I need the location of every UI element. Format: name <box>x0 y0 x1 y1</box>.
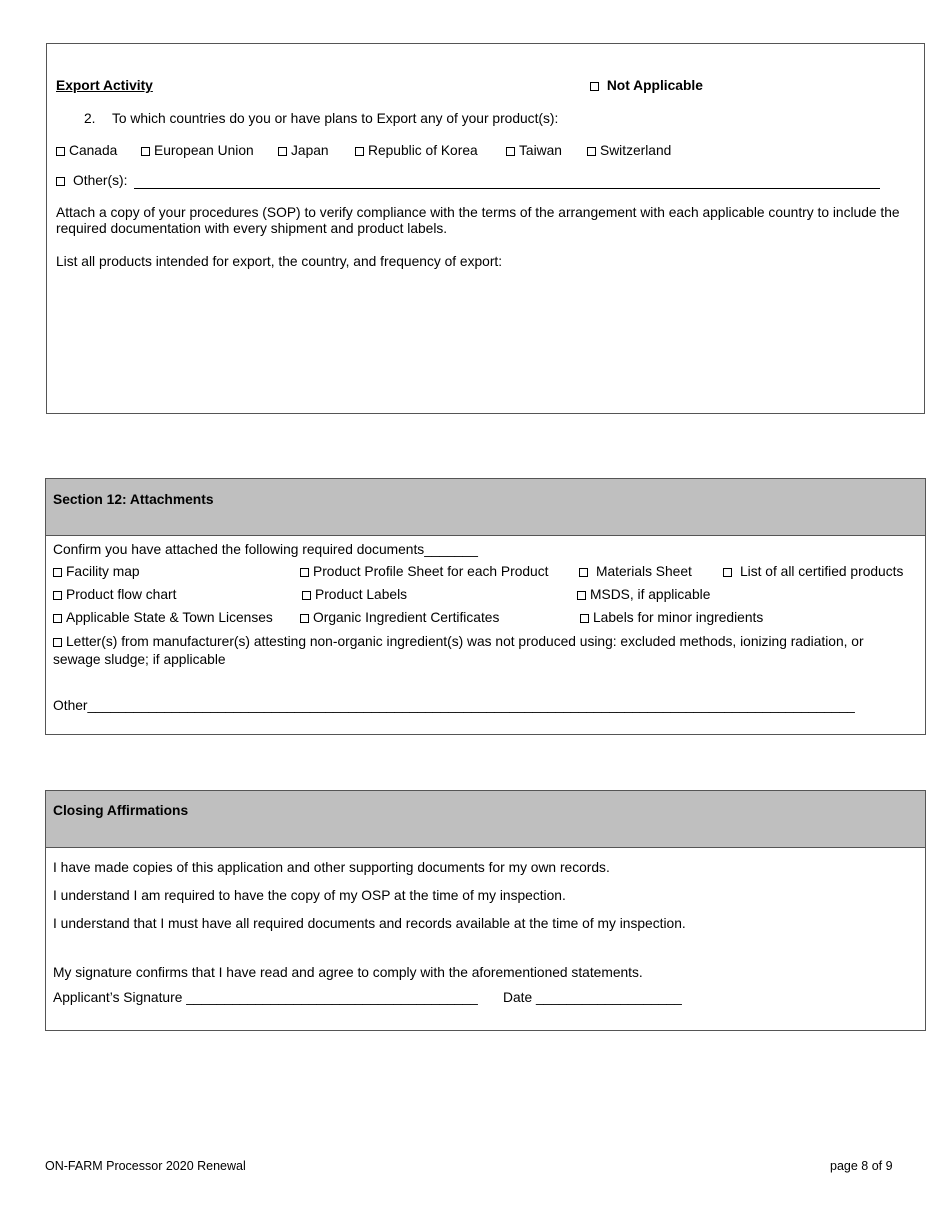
affirmation-line: I understand I am required to have the copy of my OSP at the time of my inspection. <box>53 888 566 903</box>
attachment-label: Product Labels <box>315 587 408 602</box>
attachment-item[interactable] <box>53 610 273 625</box>
letter-label: Letter(s) from manufacturer(s) attesting non-organic ingredient(s) was not produced using: excluded methods, ionizing radiation, or sewage sludge; if applicable <box>53 634 864 667</box>
attachment-label: List of all certified products <box>740 564 904 579</box>
country-option-korea[interactable] <box>355 143 478 158</box>
list-products-text: List all products intended for export, the country, and frequency of export: <box>56 254 503 269</box>
attachment-item[interactable] <box>723 564 903 579</box>
not-applicable-option[interactable] <box>590 78 703 93</box>
attachment-label: Applicable State & Town Licenses <box>66 610 273 625</box>
other-countries-line[interactable] <box>134 188 880 189</box>
attachment-label: Product flow chart <box>66 587 177 602</box>
japan-checkbox[interactable] <box>278 147 287 156</box>
footer-form-name: ON-FARM Processor 2020 Renewal <box>45 1159 246 1173</box>
other-attachment-line[interactable]: Other____________________________________________________________________________________________________ <box>53 698 855 713</box>
attachment-checkbox[interactable] <box>302 591 311 600</box>
question-number: 2. <box>84 111 96 126</box>
attachments-section <box>45 478 926 735</box>
attachment-item[interactable] <box>300 564 548 579</box>
attachment-checkbox[interactable] <box>577 591 586 600</box>
country-label: Switzerland <box>600 143 672 158</box>
taiwan-checkbox[interactable] <box>506 147 515 156</box>
attachment-checkbox[interactable] <box>53 591 62 600</box>
attachment-label: Labels for minor ingredients <box>593 610 764 625</box>
closing-header <box>46 791 925 848</box>
attachment-checkbox[interactable] <box>53 614 62 623</box>
attachment-checkbox[interactable] <box>53 638 62 647</box>
country-label: Taiwan <box>519 143 562 158</box>
attachment-label: Organic Ingredient Certificates <box>313 610 500 625</box>
other-countries-checkbox[interactable] <box>56 177 65 186</box>
attachment-item[interactable] <box>53 587 176 602</box>
attachment-checkbox[interactable] <box>580 614 589 623</box>
attachments-header <box>46 479 925 536</box>
attachment-item[interactable] <box>577 587 710 602</box>
attach-sop-text: Attach a copy of your procedures (SOP) to verify compliance with the terms of the arrangement with each applicable country to include the required documentation with every shipment and product labels. <box>56 205 900 236</box>
affirmation-line: I have made copies of this application and other supporting documents for my own records. <box>53 860 610 875</box>
closing-affirmations-section <box>45 790 926 1031</box>
country-label: European Union <box>154 143 254 158</box>
canada-checkbox[interactable] <box>56 147 65 156</box>
attachment-checkbox[interactable] <box>300 614 309 623</box>
country-option-taiwan[interactable] <box>506 143 562 158</box>
attachment-item[interactable] <box>580 610 763 625</box>
export-activity-heading: Export Activity <box>56 78 153 93</box>
attachment-label: MSDS, if applicable <box>590 587 711 602</box>
attachment-item[interactable] <box>579 564 692 579</box>
attachment-item[interactable] <box>302 587 407 602</box>
eu-checkbox[interactable] <box>141 147 150 156</box>
not-applicable-label: Not Applicable <box>606 78 703 93</box>
signature-statement: My signature confirms that I have read and agree to comply with the aforementioned statements. <box>53 965 643 980</box>
attachment-item[interactable] <box>300 610 499 625</box>
export-question: To which countries do you or have plans to Export any of your product(s): <box>112 111 559 126</box>
attachment-checkbox[interactable] <box>300 568 309 577</box>
export-activity-section <box>46 43 925 414</box>
korea-checkbox[interactable] <box>355 147 364 156</box>
attachment-label: Materials Sheet <box>596 564 692 579</box>
switzerland-checkbox[interactable] <box>587 147 596 156</box>
letter-item[interactable] <box>53 633 903 669</box>
attachment-label: Facility map <box>66 564 140 579</box>
attachment-label: Product Profile Sheet for each Product <box>313 564 549 579</box>
attachment-checkbox[interactable] <box>579 568 588 577</box>
closing-title: Closing Affirmations <box>53 803 189 818</box>
attachment-checkbox[interactable] <box>53 568 62 577</box>
country-label: Canada <box>69 143 118 158</box>
affirmation-line: I understand that I must have all required documents and records available at the time of my inspection. <box>53 916 686 931</box>
confirm-attached-text: Confirm you have attached the following required documents_______ <box>53 542 478 557</box>
country-label: Japan <box>291 143 329 158</box>
country-option-switzerland[interactable] <box>587 143 671 158</box>
other-countries-label: Other(s): <box>73 173 128 188</box>
footer-page-number: page 8 of 9 <box>830 1159 893 1173</box>
attachments-title: Section 12: Attachments <box>53 492 214 507</box>
signature-field[interactable]: Applicant’s Signature ______________________________________ <box>53 990 478 1005</box>
country-option-eu[interactable] <box>141 143 254 158</box>
not-applicable-checkbox[interactable] <box>590 82 599 91</box>
country-option-japan[interactable] <box>278 143 329 158</box>
date-field[interactable]: Date ___________________ <box>503 990 682 1005</box>
country-option-canada[interactable] <box>56 143 117 158</box>
attachment-item[interactable] <box>53 564 140 579</box>
attachment-checkbox[interactable] <box>723 568 732 577</box>
country-label: Republic of Korea <box>368 143 478 158</box>
other-countries-option[interactable] <box>56 173 127 188</box>
